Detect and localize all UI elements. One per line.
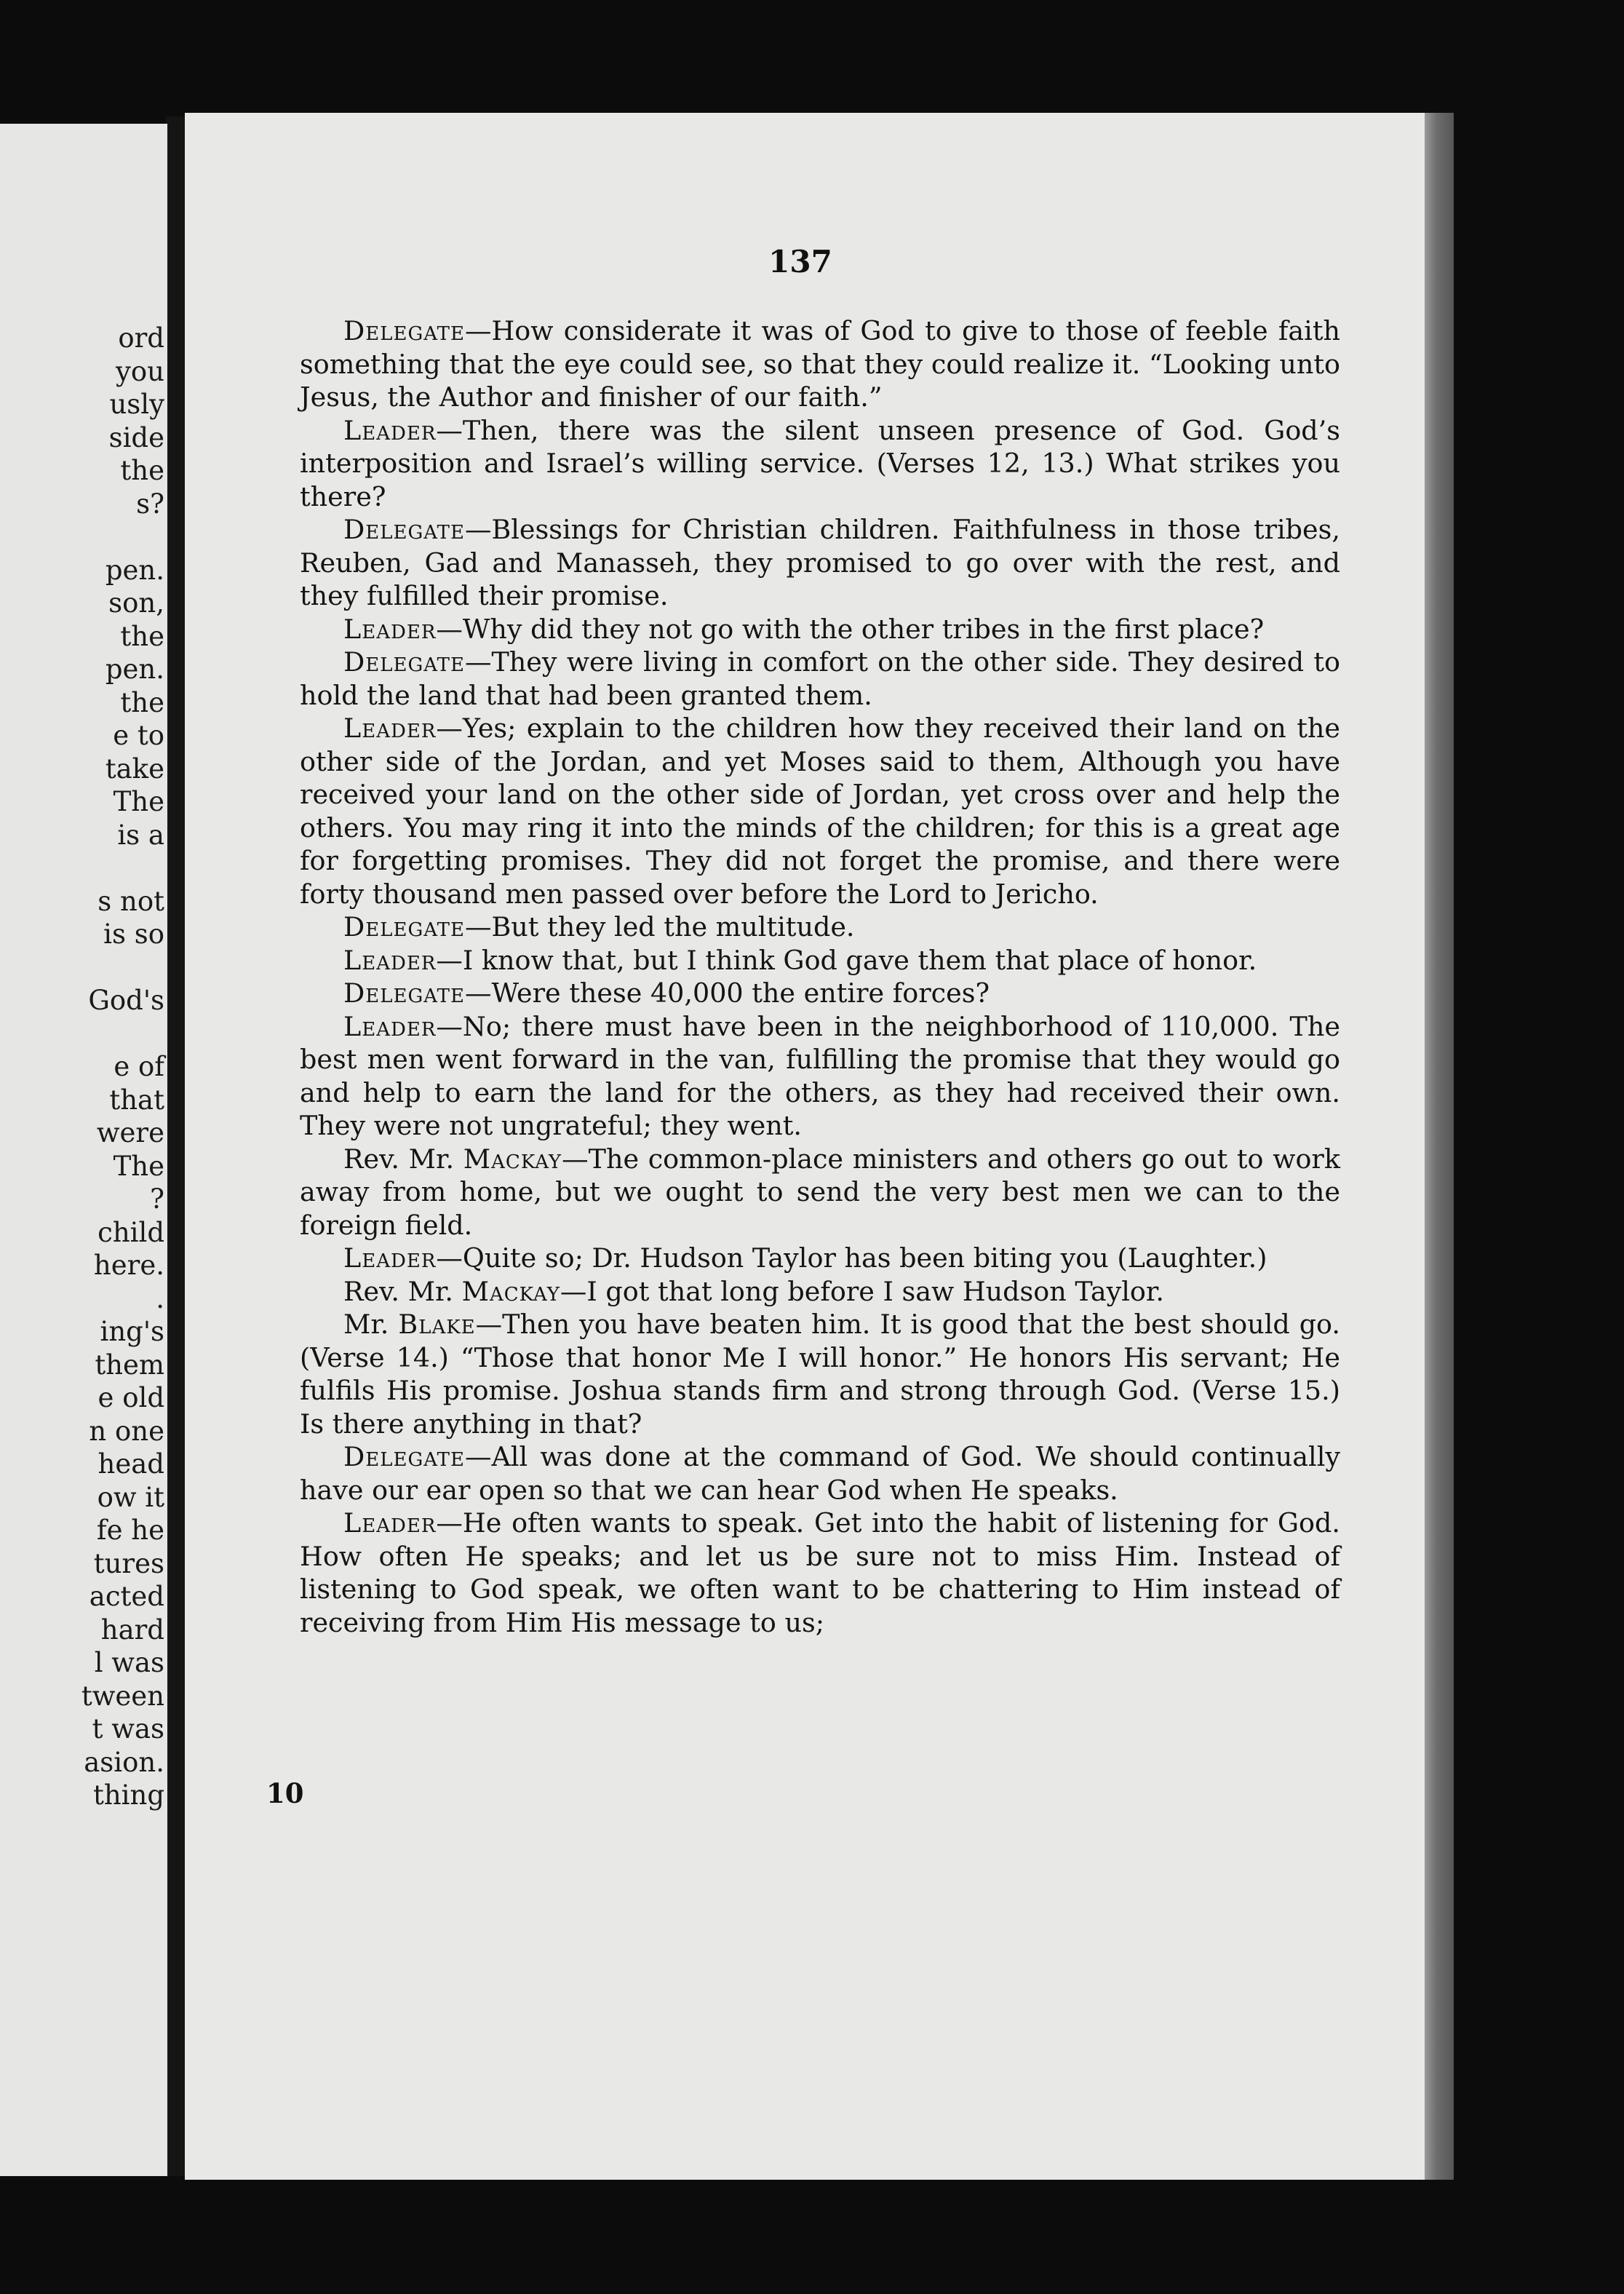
left-page-line: pen.	[105, 554, 164, 586]
dialogue-paragraph	[300, 613, 1340, 646]
dialogue-paragraph	[300, 1507, 1340, 1639]
left-page-line: the	[120, 455, 164, 486]
left-page-line: here.	[93, 1250, 164, 1281]
left-page-line: side	[108, 421, 164, 453]
left-page	[0, 124, 167, 2176]
speech-text: —Why did they not go with the other tribes in the first place?	[436, 613, 1265, 645]
left-page-line: s?	[136, 488, 164, 520]
left-page-line: e to	[113, 720, 164, 751]
left-page-line: pen.	[105, 654, 164, 685]
left-page-line: l was	[94, 1647, 164, 1678]
dialogue-paragraph	[300, 1143, 1340, 1242]
speech-text: —How considerate it was of God to give to those of feeble faith something that the eye could see, so that they could realize it. “Looking unto Jesus, the Author and finisher of our faith.”	[300, 315, 1340, 413]
left-page-line: head	[97, 1448, 164, 1480]
left-page-line: hard	[100, 1614, 164, 1646]
left-page-line: is a	[117, 819, 164, 851]
dialogue-paragraph	[300, 910, 1340, 944]
page-number: 137	[768, 244, 832, 279]
left-page-line: you	[115, 355, 164, 387]
left-page-line: tures	[93, 1547, 164, 1579]
speaker-name: Delegate	[343, 977, 465, 1009]
left-page-line: t was	[92, 1713, 164, 1745]
dialogue-paragraph	[300, 1010, 1340, 1143]
left-page-line: ?	[150, 1183, 164, 1215]
dialogue-paragraph	[300, 1308, 1340, 1440]
speaker-name: Leader	[343, 944, 437, 976]
left-page-line: thing	[92, 1779, 164, 1811]
left-page-line: n one	[89, 1415, 164, 1447]
speech-text: —The common-place ministers and others go out to work away from home, but we ought to send the very best men we can to the foreign field.	[300, 1143, 1340, 1241]
speaker-name: Delegate	[343, 514, 465, 545]
left-page-line: tween	[81, 1680, 164, 1712]
left-page-line: ord	[118, 322, 164, 354]
left-page-line: .	[156, 1282, 164, 1314]
speech-text: —He often wants to speak. Get into the habit of listening for God. How often He speaks; and let us be sure not to miss Him. Instead of listening to God speak, we often want to be chattering to Him instead of receiving from Him His message to us;	[300, 1507, 1340, 1638]
left-page-line: child	[97, 1216, 164, 1248]
speaker-name: Blake	[398, 1309, 476, 1340]
speaker-name: Mackay	[463, 1143, 562, 1175]
left-page-line: is so	[103, 918, 164, 950]
left-page-line	[0, 852, 164, 885]
left-page-line: God's	[88, 985, 164, 1016]
speech-text: —All was done at the command of God. We should continually have our ear open so that we can hear God when He speaks.	[300, 1441, 1340, 1506]
speaker-name: Leader	[343, 414, 437, 446]
speaker-name: Delegate	[343, 315, 465, 346]
left-page-line: son,	[108, 587, 164, 619]
speaker-name: Leader	[343, 1242, 437, 1274]
speech-text: —But they led the multitude.	[464, 911, 855, 942]
speech-text: —I know that, but I think God gave them that place of honor.	[436, 944, 1257, 976]
speaker-name: Delegate	[343, 911, 465, 942]
left-page-line: The	[113, 786, 164, 817]
left-page-line: asion.	[84, 1746, 164, 1778]
left-page-line: that	[109, 1084, 164, 1116]
dialogue-paragraph	[300, 1275, 1340, 1309]
speech-text: —Were these 40,000 the entire forces?	[464, 977, 990, 1009]
speech-text: —Then you have beaten him. It is good that the best should go. (Verse 14.) “Those that honor Me I will honor.” He honors His servant; He fulfils His promise. Joshua stands firm and strong through God. (Verse 15.) Is there anything in that?	[300, 1309, 1340, 1440]
book-spine	[166, 116, 185, 2176]
dialogue-paragraph	[300, 646, 1340, 712]
dialogue-paragraph	[300, 977, 1340, 1010]
left-page-line: them	[95, 1349, 164, 1381]
left-page-line: e old	[97, 1382, 164, 1413]
speech-text: —Quite so; Dr. Hudson Taylor has been biting you (Laughter.)	[436, 1242, 1267, 1274]
left-page-line: ow it	[97, 1481, 164, 1513]
speaker-name: Leader	[343, 1507, 437, 1539]
speaker-prefix: Rev. Mr.	[343, 1275, 462, 1307]
dialogue-paragraph	[300, 1242, 1340, 1275]
speech-text: —They were living in comfort on the other side. They desired to hold the land that had been granted them.	[300, 646, 1340, 711]
speech-text: —Yes; explain to the children how they received their land on the other side of the Jordan, and yet Moses said to them, Although you have received your land on the other side of Jordan, yet cross over and help the others. You may ring it into the minds of the children; for this is a great age for forgetting promises. They did not forget the promise, and there were forty thousand men passed over before the Lord to Jericho.	[300, 713, 1340, 910]
speech-text: —No; there must have been in the neighborhood of 110,000. The best men went forward in the van, fulfilling the promise that they would go and help to earn the land for the others, as they had received their own. They were not ungrateful; they went.	[300, 1010, 1340, 1141]
left-page-line	[0, 951, 164, 985]
speaker-name: Mackay	[461, 1275, 560, 1307]
left-page-line: ing's	[100, 1316, 164, 1347]
page-edge	[1425, 113, 1454, 2180]
left-page-line	[0, 520, 164, 554]
dialogue-paragraph	[300, 414, 1340, 514]
speech-text: —Blessings for Christian children. Faithfulness in those tribes, Reuben, Gad and Manasseh, they promised to go over with the rest, and they fulfilled their promise.	[300, 514, 1340, 611]
left-page-line: were	[96, 1117, 164, 1148]
signature-mark: 10	[266, 1777, 304, 1809]
left-page-line: acted	[89, 1581, 164, 1612]
left-page-line: usly	[109, 389, 164, 420]
speaker-name: Leader	[343, 1010, 437, 1042]
speaker-name: Delegate	[343, 1441, 465, 1472]
left-page-line: s not	[97, 885, 164, 917]
speaker-name: Leader	[343, 713, 437, 744]
left-page-line	[0, 1017, 164, 1051]
speaker-name: Delegate	[343, 646, 465, 678]
dialogue-paragraph	[300, 712, 1340, 910]
left-page-line: the	[120, 686, 164, 718]
dialogue-paragraph	[300, 944, 1340, 977]
speaker-name: Leader	[343, 613, 437, 645]
page-body	[300, 314, 1340, 1639]
speaker-prefix: Mr.	[343, 1309, 399, 1340]
dialogue-paragraph	[300, 314, 1340, 414]
speech-text: —Then, there was the silent unseen presence of God. God’s interposition and Israel’s willing service. (Verses 12, 13.) What strikes you there?	[300, 414, 1340, 512]
left-page-line: the	[120, 620, 164, 652]
speaker-prefix: Rev. Mr.	[343, 1143, 463, 1175]
speech-text: —I got that long before I saw Hudson Taylor.	[560, 1275, 1164, 1307]
dialogue-paragraph	[300, 1440, 1340, 1507]
left-page-line: e of	[114, 1051, 164, 1082]
left-page-line: fe he	[96, 1515, 164, 1546]
right-page	[185, 113, 1426, 2180]
dialogue-paragraph	[300, 513, 1340, 613]
left-page-text	[0, 322, 164, 1812]
left-page-line: take	[105, 753, 164, 785]
left-page-line: The	[113, 1150, 164, 1182]
